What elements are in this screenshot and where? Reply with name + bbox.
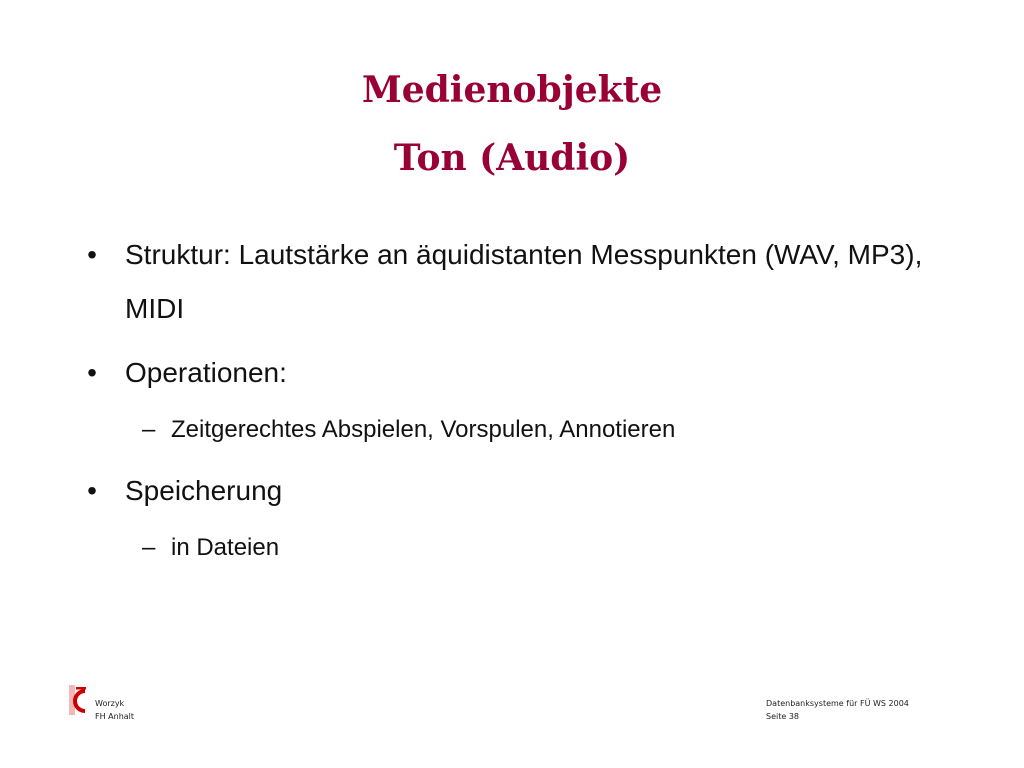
bullet-icon: • [87,239,97,270]
dash-icon: – [142,416,156,443]
bullet-text: Speicherung [125,475,283,506]
title-line-2: Ton (Audio) [393,137,631,179]
footer-page-number: Seite 38 [766,712,800,721]
bullet-item-operationen [82,346,962,400]
footer-author-name: Worzyk [95,699,125,708]
sub-item-abspielen [82,410,962,450]
bullet-text: Struktur: Lautstärke an äquidistanten Messpunkten (WAV, MP3), MIDI [125,239,923,324]
footer-institution: FH Anhalt [95,712,135,721]
sub-item-text: in Dateien [171,534,280,561]
bullet-item-struktur [82,228,962,336]
bullet-icon: • [87,475,97,506]
bullet-icon: • [87,357,97,388]
slide-title [0,69,1024,208]
bullet-item-speicherung [82,464,962,518]
sub-item-text: Zeitgerechtes Abspielen, Vorspulen, Annotieren [171,416,676,443]
dash-icon: – [142,534,156,561]
footer-course [766,697,909,723]
title-line-1: Medienobjekte [361,69,663,111]
footer-course-title: Datenbanksysteme für FÜ WS 2004 [766,699,909,708]
bullet-list [82,228,962,582]
footer-author [68,684,188,724]
bullet-text: Operationen: [125,357,287,388]
fh-anhalt-logo-icon [68,684,88,718]
sub-item-dateien [82,528,962,568]
